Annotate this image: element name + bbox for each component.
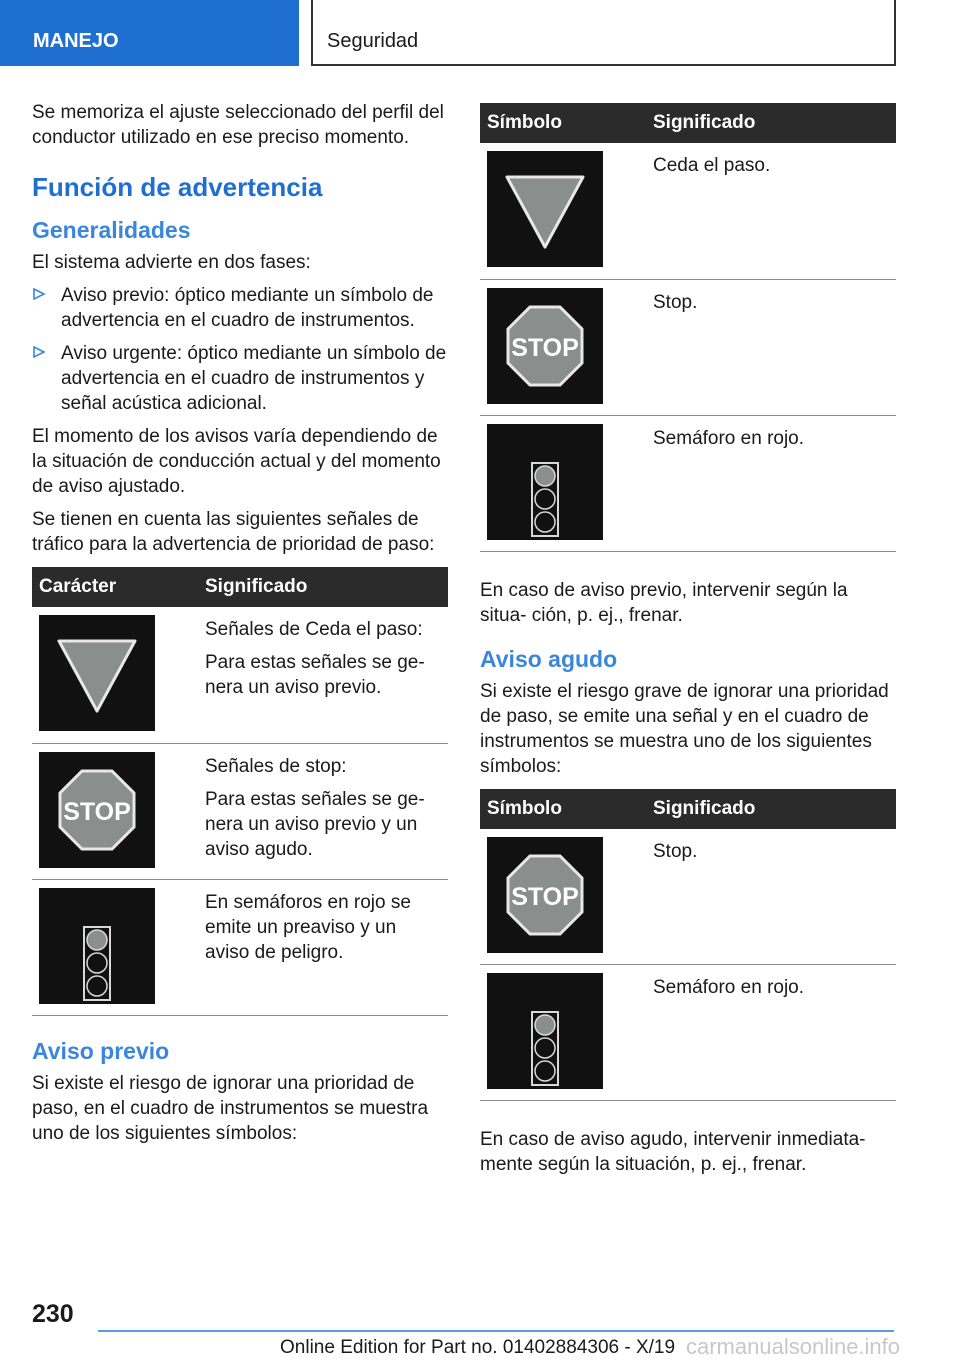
triangle-bullet-icon (32, 287, 46, 301)
table-row (32, 743, 448, 879)
row-text: Stop. (645, 829, 896, 965)
yield-sign-icon (39, 615, 155, 731)
row-text: Stop. (645, 279, 896, 415)
bullet-text: Aviso previo: óptico mediante un símbolo de advertencia en el cuadro de instrumentos. (61, 285, 434, 331)
phases-list (32, 283, 448, 416)
edition-text: Online Edition for Part no. 01402884306 - X/19 (280, 1337, 676, 1358)
heading-general: Generalidades (32, 217, 191, 243)
row-text: Ceda el paso. (645, 143, 896, 279)
right-column (480, 103, 896, 1185)
intro-paragraph: Se memoriza el ajuste seleccionado del perfil del conductor utilizado en ese preciso momento. (32, 102, 444, 148)
column-header: Símbolo (480, 103, 645, 143)
stop-sign-label: STOP (511, 333, 579, 362)
table-header-row (480, 103, 896, 143)
signals-table (32, 567, 448, 1016)
signals-paragraph: Se tienen en cuenta las siguientes señales de tráfico para la advertencia de prioridad de paso: (32, 509, 435, 555)
prewarning-action-paragraph: En caso de aviso previo, intervenir según la situa- ción, p. ej., frenar. (480, 579, 848, 626)
column-header: Significado (645, 789, 896, 829)
table-row (480, 829, 896, 965)
column-header: Significado (645, 103, 896, 143)
heading-acute-warning: Aviso agudo (480, 645, 618, 672)
table-row (480, 279, 896, 415)
row-text: Semáforo en rojo. (645, 965, 896, 1101)
table-row (480, 965, 896, 1101)
left-column (32, 100, 448, 1154)
row-text: En semáforos en rojo se emite un preaviso y un aviso de peligro. (205, 891, 411, 963)
table-header-row (32, 567, 448, 607)
table-row (480, 143, 896, 279)
column-header: Carácter (32, 567, 197, 607)
table-row (32, 607, 448, 743)
row-detail: Para estas señales se ge- nera un aviso previo. (205, 652, 425, 698)
acute-action-paragraph: En caso de aviso agudo, intervenir inmediata- mente según la situación, p. ej., frenar. (480, 1129, 866, 1175)
stop-sign-label: STOP (63, 797, 131, 826)
chapter-tab: MANEJO (0, 0, 299, 66)
prewarning-paragraph: Si existe el riesgo de ignorar una prioridad de paso, en el cuadro de instrumentos se muestra uno de los siguientes símbolos: (32, 1072, 429, 1144)
table-header-row (480, 789, 896, 829)
footer-divider (98, 1330, 894, 1332)
heading-prewarning: Aviso previo (32, 1037, 170, 1064)
moment-paragraph: El momento de los avisos varía dependiendo de la situación de conducción actual y del momento de aviso ajustado. (32, 426, 441, 497)
traffic-light-icon (487, 973, 603, 1089)
column-header: Significado (197, 567, 448, 607)
acute-symbols-table (480, 789, 896, 1102)
yield-sign-icon (487, 151, 603, 267)
general-paragraph: El sistema advierte en dos fases: (32, 252, 311, 273)
stop-sign-icon (487, 837, 603, 953)
triangle-bullet-icon (32, 345, 46, 359)
row-detail: Para estas señales se ge- nera un aviso previo y un aviso agudo. (205, 788, 425, 860)
row-text: Señales de stop: (205, 755, 347, 777)
traffic-light-icon (487, 424, 603, 540)
list-item (32, 341, 448, 416)
stop-sign-icon (487, 288, 603, 404)
section-title: Seguridad (311, 0, 896, 66)
list-item (32, 283, 448, 333)
bullet-text: Aviso urgente: óptico mediante un símbolo de advertencia en el cuadro de instrumentos y señal acústica adicional. (61, 343, 447, 414)
row-text: Señales de Ceda el paso: (205, 619, 423, 640)
watermark-text: carmanualsonline.info (686, 1334, 901, 1359)
heading-warning-function: Función de advertencia (32, 172, 323, 202)
table-row (32, 879, 448, 1015)
row-text: Semáforo en rojo. (645, 415, 896, 551)
page-header (0, 0, 960, 66)
stop-sign-label: STOP (511, 882, 579, 911)
page-number: 230 (32, 1300, 74, 1328)
traffic-light-icon (39, 888, 155, 1004)
stop-sign-icon (39, 752, 155, 868)
column-header: Símbolo (480, 789, 645, 829)
acute-paragraph: Si existe el riesgo grave de ignorar una prioridad de paso, se emite una señal y en el cuadro de instrumentos se muestra uno de los siguientes símbolos: (480, 680, 889, 777)
prewarning-symbols-table (480, 103, 896, 552)
table-row (480, 415, 896, 551)
